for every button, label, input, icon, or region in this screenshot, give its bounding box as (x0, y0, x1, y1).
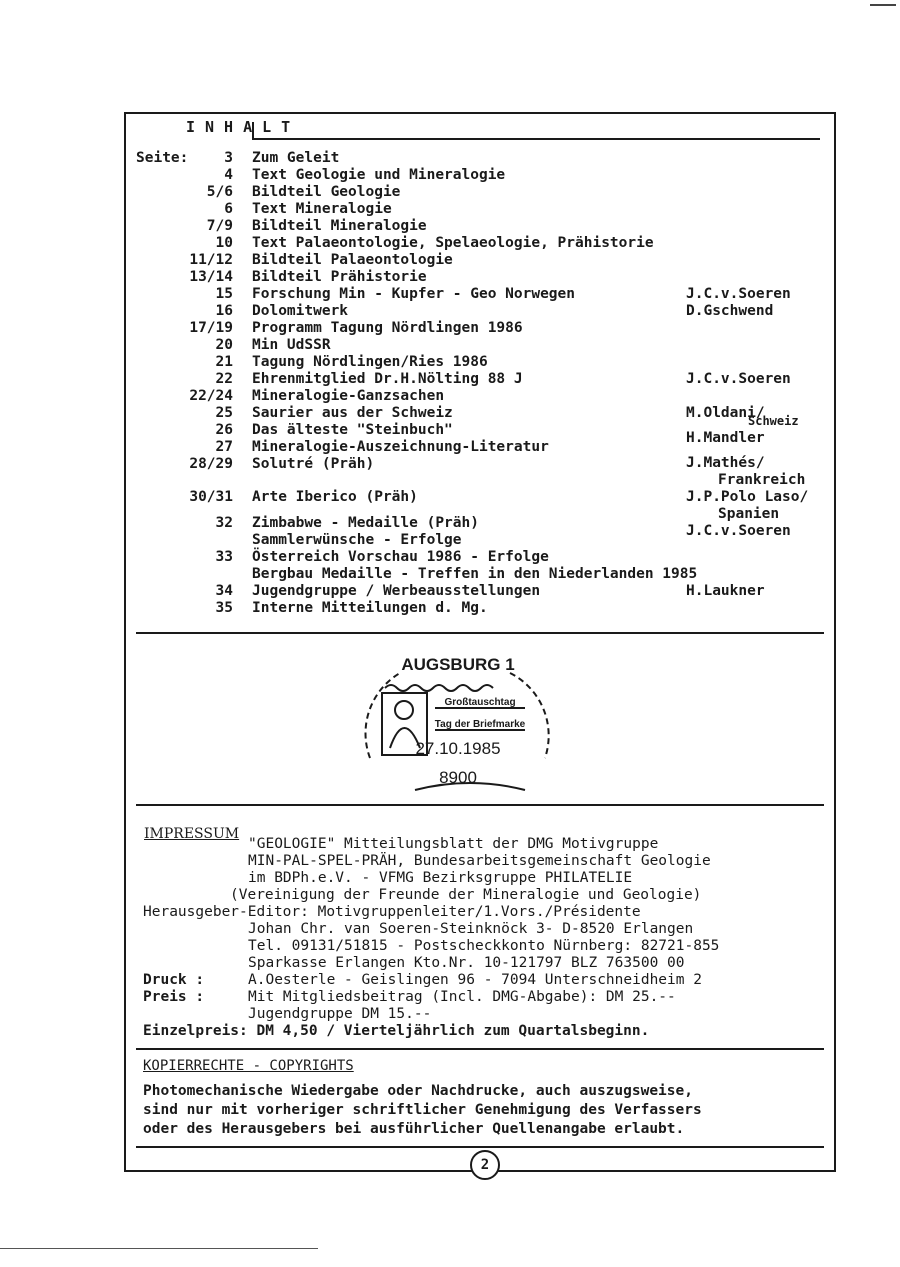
stamp-portrait-head (395, 701, 413, 719)
toc-row (0, 422, 900, 439)
impressum-line: A.Oesterle - Geislingen 96 - 7094 Unterschneidheim 2 (248, 972, 702, 988)
toc-page: 34 (215, 583, 233, 599)
toc-row (0, 252, 900, 269)
toc-row (0, 354, 900, 371)
toc-title: Bildteil Geologie (252, 184, 401, 200)
toc-row (0, 388, 900, 405)
toc-page: 16 (215, 303, 233, 319)
section-divider (136, 1048, 824, 1050)
toc-title: Dolomitwerk (252, 303, 349, 319)
section-divider (136, 632, 824, 634)
toc-author-extra: Spanien (718, 506, 780, 522)
impressum-line: Jugendgruppe DM 15.-- (248, 1006, 432, 1022)
toc-page: 32 (215, 515, 233, 531)
toc-title: Jugendgruppe / Werbeausstellungen (252, 583, 541, 599)
toc-title: Programm Tagung Nördlingen 1986 (252, 320, 523, 336)
toc-row (0, 337, 900, 354)
toc-title: Text Geologie und Mineralogie (252, 167, 506, 183)
toc-row (0, 218, 900, 235)
impressum-label: Preis : (143, 989, 205, 1005)
toc-row (0, 235, 900, 252)
toc-title: Österreich Vorschau 1986 - Erfolge (252, 549, 549, 565)
toc-author: M.Oldani/ (686, 405, 765, 421)
toc-title: Arte Iberico (Präh) (252, 489, 418, 505)
toc-title: Saurier aus der Schweiz (252, 405, 453, 421)
toc-title: Forschung Min - Kupfer - Geo Norwegen (252, 286, 576, 302)
impressum-line: Tel. 09131/51815 - Postscheckkonto Nürnberg: 82721-855 (248, 938, 720, 954)
toc-page: 22 (215, 371, 233, 387)
toc-row (0, 549, 900, 566)
toc-author: J.C.v.Soeren (686, 523, 791, 539)
toc-title: Tagung Nördlingen/Ries 1986 (252, 354, 488, 370)
impressum-line: "GEOLOGIE" Mitteilungsblatt der DMG Motivgruppe (248, 836, 659, 852)
impressum-line: Einzelpreis: DM 4,50 / Vierteljährlich zum Quartalsbeginn. (143, 1023, 650, 1039)
toc-title: Zimbabwe - Medaille (Präh) (252, 515, 479, 531)
toc-author: J.C.v.Soeren (686, 371, 791, 387)
toc-author: H.Laukner (686, 583, 765, 599)
toc-row (0, 371, 900, 388)
toc-page: 6 (224, 201, 233, 217)
scan-edge-line (0, 1248, 318, 1249)
toc-title: Text Mineralogie (252, 201, 392, 217)
toc-page: 15 (215, 286, 233, 302)
toc-title: Min UdSSR (252, 337, 331, 353)
postmark-stamp (340, 648, 570, 798)
toc-page: 4 (224, 167, 233, 183)
copyright-text (143, 1082, 702, 1139)
toc-row (0, 269, 900, 286)
toc-title: Sammlerwünsche - Erfolge (252, 532, 462, 548)
toc-page: 13/14 (189, 269, 233, 285)
toc-row (0, 184, 900, 201)
impressum-line: Herausgeber-Editor: Motivgruppenleiter/1.Vors./Présidente (143, 904, 641, 920)
toc-row (0, 167, 900, 184)
stamp-date: 27.10.1985 (415, 739, 501, 758)
toc-row (0, 201, 900, 218)
stamp-postcode: 8900 (439, 768, 477, 787)
toc-title: Bildteil Palaeontologie (252, 252, 453, 268)
toc-author: J.P.Polo Laso/ (686, 489, 809, 505)
toc-page: 10 (215, 235, 233, 251)
title-divider (252, 122, 254, 140)
toc-page: 35 (215, 600, 233, 616)
page-number: 2 (470, 1150, 500, 1180)
section-divider (136, 804, 824, 806)
toc-title: Interne Mitteilungen d. Mg. (252, 600, 488, 616)
stamp-city: AUGSBURG 1 (401, 655, 515, 674)
toc-title: Bildteil Prähistorie (252, 269, 427, 285)
copyright-line: oder des Herausgebers bei ausführlicher Quellenangabe erlaubt. (143, 1121, 685, 1137)
toc-row (0, 303, 900, 320)
toc-row (0, 456, 900, 473)
toc-page: 21 (215, 354, 233, 370)
toc-row (0, 566, 900, 583)
toc-page: 5/6 (206, 184, 233, 200)
title-underline (254, 138, 820, 140)
scan-edge-mark (870, 4, 896, 6)
impressum-heading: IMPRESSUM (144, 826, 240, 842)
toc-page: 26 (215, 422, 233, 438)
impressum-line: Mit Mitgliedsbeitrag (Incl. DMG-Abgabe): DM 25.-- (248, 989, 676, 1005)
page-title: INHALT (186, 118, 301, 136)
toc-row (0, 583, 900, 600)
toc-title: Mineralogie-Auszeichnung-Literatur (252, 439, 549, 455)
stamp-line2: Tag der Briefmarke (434, 719, 526, 730)
toc-author: J.C.v.Soeren (686, 286, 791, 302)
stamp-line1: Großtauschtag (444, 697, 516, 708)
toc-lead-label: Seite: (136, 150, 189, 166)
section-divider (136, 1146, 824, 1148)
stamp-wavy-line (385, 685, 493, 691)
toc-row (0, 532, 900, 549)
toc-title: Mineralogie-Ganzsachen (252, 388, 445, 404)
toc-page: 11/12 (189, 252, 233, 268)
toc-page: 30/31 (189, 489, 233, 505)
toc-title: Bildteil Mineralogie (252, 218, 427, 234)
toc-author-extra: Schweiz (748, 414, 799, 428)
toc-page: 7/9 (206, 218, 233, 234)
toc-title: Zum Geleit (252, 150, 340, 166)
toc-page: 20 (215, 337, 233, 353)
toc-author: J.Mathés/ (686, 455, 765, 471)
impressum-line: im BDPh.e.V. - VFMG Bezirksgruppe PHILATELIE (248, 870, 633, 886)
impressum-line: (Vereinigung der Freunde der Mineralogie und Geologie) (230, 887, 702, 903)
toc-row (0, 320, 900, 337)
toc-page: 3 (224, 150, 233, 166)
toc-author: D.Gschwend (686, 303, 774, 319)
copyright-heading: KOPIERRECHTE - COPYRIGHTS (143, 1058, 354, 1074)
toc-page: 33 (215, 549, 233, 565)
toc-title: Ehrenmitglied Dr.H.Nölting 88 J (252, 371, 523, 387)
stamp-arc-right (510, 673, 549, 758)
impressum-line: Johan Chr. van Soeren-Steinknöck 3- D-8520 Erlangen (248, 921, 694, 937)
toc-title: Solutré (Präh) (252, 456, 375, 472)
toc-page: 28/29 (189, 456, 233, 472)
toc-row (0, 286, 900, 303)
impressum-line: Sparkasse Erlangen Kto.Nr. 10-121797 BLZ 763500 00 (248, 955, 685, 971)
impressum-line: MIN-PAL-SPEL-PRÄH, Bundesarbeitsgemeinschaft Geologie (248, 853, 711, 869)
toc-page: 27 (215, 439, 233, 455)
toc-page: 22/24 (189, 388, 233, 404)
toc-page: 17/19 (189, 320, 233, 336)
toc-title: Text Palaeontologie, Spelaeologie, Prähistorie (252, 235, 654, 251)
toc-author: H.Mandler (686, 430, 765, 446)
toc-page: 25 (215, 405, 233, 421)
toc-row (0, 439, 900, 456)
copyright-line: Photomechanische Wiedergabe oder Nachdrucke, auch auszugsweise, (143, 1083, 693, 1099)
toc-row (0, 150, 900, 167)
toc-title: Bergbau Medaille - Treffen in den Niederlanden 1985 (252, 566, 698, 582)
toc-row (0, 600, 900, 617)
toc-title: Das älteste "Steinbuch" (252, 422, 453, 438)
copyright-line: sind nur mit vorheriger schriftlicher Genehmigung des Verfassers (143, 1102, 702, 1118)
toc-author-extra: Frankreich (718, 472, 806, 488)
impressum-label: Druck : (143, 972, 205, 988)
